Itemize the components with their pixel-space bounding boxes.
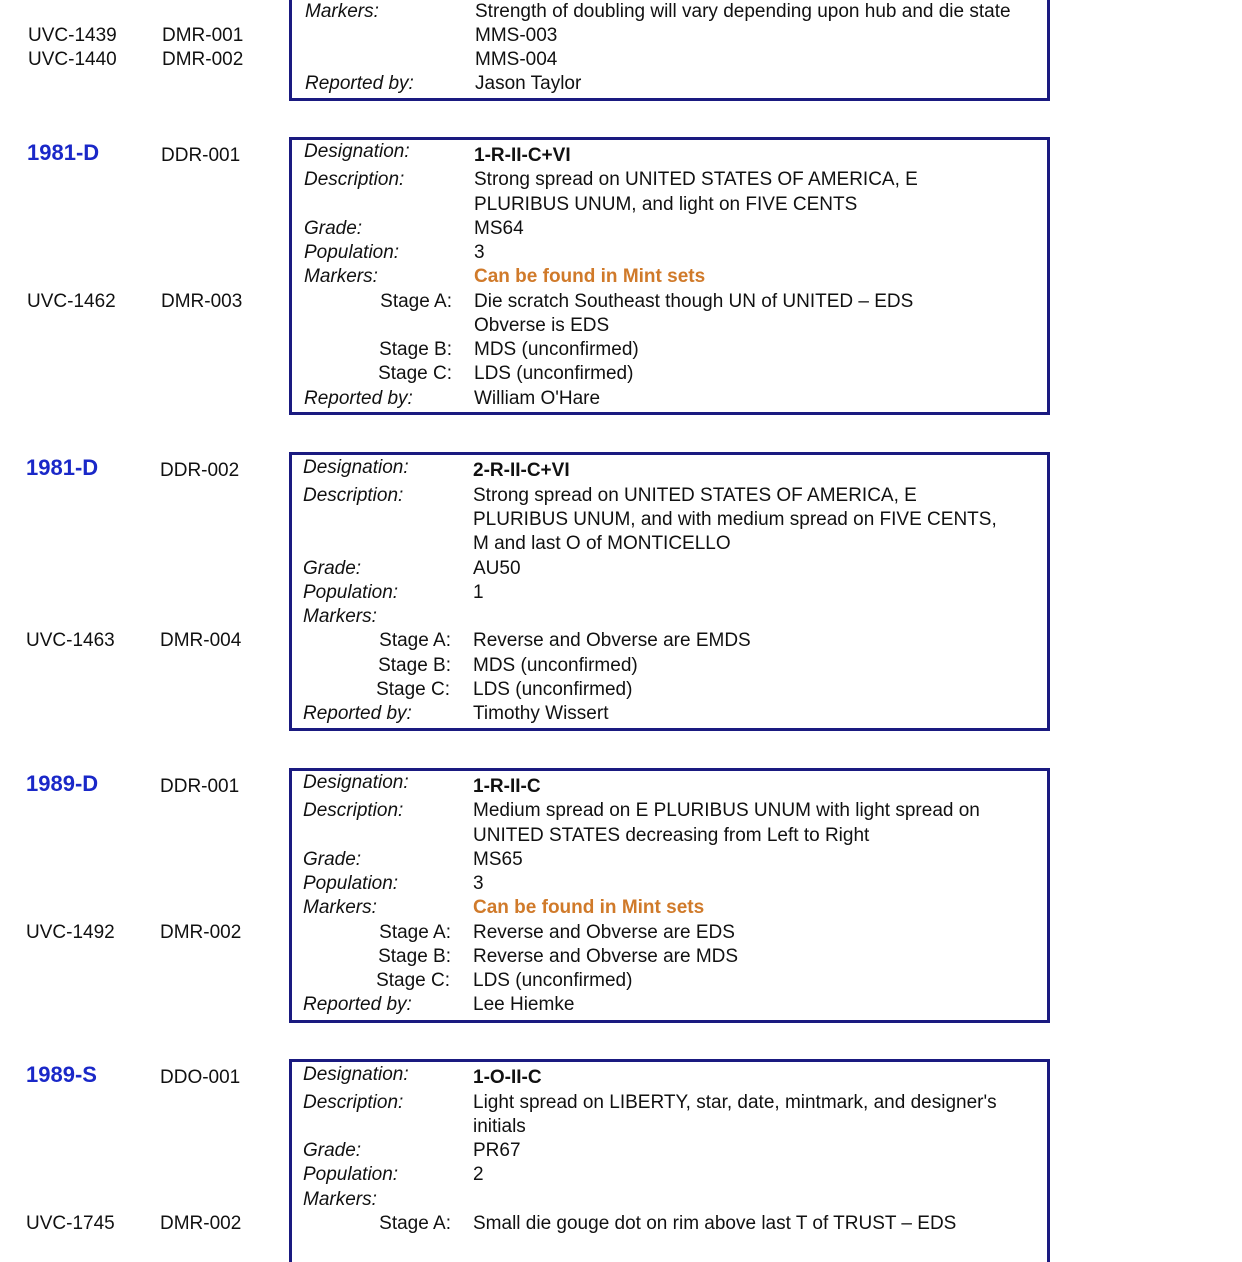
label-population: Population: <box>303 1164 399 1185</box>
dmr-number: DMR-002 <box>160 922 242 943</box>
stage-a-value: Small die gouge dot on rim above last T of TRUST – EDS <box>473 1213 957 1234</box>
label-grade: Grade: <box>303 558 362 579</box>
markers-note: Can be found in Mint sets <box>474 266 706 287</box>
grade-value: MS65 <box>473 849 523 870</box>
designation-value: 1-R-II-C+VI <box>474 145 571 166</box>
designation-value: 2-R-II-C+VI <box>473 460 570 481</box>
dmr-number: DMR-001 <box>162 25 244 46</box>
stage-a-value: Reverse and Obverse are EMDS <box>473 630 751 651</box>
label-designation: Designation: <box>303 457 409 478</box>
label-grade: Grade: <box>303 1140 362 1161</box>
entry-code: DDR-001 <box>160 776 240 797</box>
entry-code: DDR-002 <box>160 460 240 481</box>
stage-a-value: Die scratch Southeast though UN of UNITED – EDS <box>474 291 914 312</box>
label-stage-a: Stage A: <box>379 1213 451 1234</box>
grade-value: MS64 <box>474 218 524 239</box>
label-population: Population: <box>304 242 400 263</box>
entry-year: 1981-D <box>27 140 100 165</box>
dmr-number: DMR-003 <box>161 291 243 312</box>
label-grade: Grade: <box>304 218 363 239</box>
mms-number: MMS-004 <box>475 49 558 70</box>
uvc-number: UVC-1462 <box>27 291 116 312</box>
label-stage-c: Stage C: <box>376 679 450 700</box>
designation-value: 1-R-II-C <box>473 776 541 797</box>
label-population: Population: <box>303 582 399 603</box>
reported-by-value: William O'Hare <box>474 388 601 409</box>
entry-year: 1981-D <box>26 455 99 480</box>
markers-note: Can be found in Mint sets <box>473 897 705 918</box>
label-description: Description: <box>303 485 404 506</box>
label-stage-a: Stage A: <box>379 630 451 651</box>
dmr-number: DMR-002 <box>162 49 244 70</box>
label-description: Description: <box>303 1092 404 1113</box>
label-reported-by: Reported by: <box>305 73 414 94</box>
reported-by-value: Lee Hiemke <box>473 994 575 1015</box>
population-value: 3 <box>473 873 484 894</box>
label-description: Description: <box>304 169 405 190</box>
label-description: Description: <box>303 800 404 821</box>
uvc-number: UVC-1440 <box>28 49 117 70</box>
stage-a-value: Obverse is EDS <box>474 315 610 336</box>
dmr-number: DMR-004 <box>160 630 242 651</box>
uvc-number: UVC-1463 <box>26 630 115 651</box>
reported-by-value: Jason Taylor <box>475 73 582 94</box>
description-line: Light spread on LIBERTY, star, date, mintmark, and designer's <box>473 1092 997 1113</box>
label-stage-c: Stage C: <box>376 970 450 991</box>
stage-c-value: LDS (unconfirmed) <box>473 970 633 991</box>
stage-c-value: LDS (unconfirmed) <box>474 363 634 384</box>
description-line: M and last O of MONTICELLO <box>473 533 731 554</box>
label-reported-by: Reported by: <box>303 703 412 724</box>
label-population: Population: <box>303 873 399 894</box>
grade-value: AU50 <box>473 558 521 579</box>
entry-year: 1989-D <box>26 771 99 796</box>
label-stage-c: Stage C: <box>378 363 452 384</box>
uvc-number: UVC-1492 <box>26 922 115 943</box>
stage-b-value: MDS (unconfirmed) <box>474 339 639 360</box>
stage-a-value: Reverse and Obverse are EDS <box>473 922 735 943</box>
description-line: initials <box>473 1116 526 1137</box>
label-grade: Grade: <box>303 849 362 870</box>
grade-value: PR67 <box>473 1140 521 1161</box>
mms-number: MMS-003 <box>475 25 558 46</box>
designation-value: 1-O-II-C <box>473 1067 542 1088</box>
description-line: PLURIBUS UNUM, and light on FIVE CENTS <box>474 194 858 215</box>
label-reported-by: Reported by: <box>303 994 412 1015</box>
description-line: UNITED STATES decreasing from Left to Right <box>473 825 870 846</box>
population-value: 1 <box>473 582 484 603</box>
label-reported-by: Reported by: <box>304 388 413 409</box>
label-designation: Designation: <box>303 1064 409 1085</box>
uvc-number: UVC-1439 <box>28 25 117 46</box>
label-markers: Markers: <box>303 1189 377 1210</box>
description-line: Strong spread on UNITED STATES OF AMERICA, E <box>474 169 918 190</box>
dmr-number: DMR-002 <box>160 1213 242 1234</box>
entry-code: DDO-001 <box>160 1067 241 1088</box>
stage-c-value: LDS (unconfirmed) <box>473 679 633 700</box>
label-stage-b: Stage B: <box>378 655 451 676</box>
label-stage-a: Stage A: <box>380 291 452 312</box>
description-line: Medium spread on E PLURIBUS UNUM with light spread on <box>473 800 980 821</box>
label-markers: Markers: <box>303 606 377 627</box>
label-markers: Markers: <box>305 1 379 22</box>
population-value: 2 <box>473 1164 484 1185</box>
label-designation: Designation: <box>303 772 409 793</box>
entry-code: DDR-001 <box>161 145 241 166</box>
label-markers: Markers: <box>303 897 377 918</box>
label-stage-a: Stage A: <box>379 922 451 943</box>
population-value: 3 <box>474 242 485 263</box>
markers-text: Strength of doubling will vary depending upon hub and die state <box>475 1 1011 22</box>
stage-b-value: Reverse and Obverse are MDS <box>473 946 739 967</box>
label-stage-b: Stage B: <box>378 946 451 967</box>
entry-year: 1989-S <box>26 1062 97 1087</box>
uvc-number: UVC-1745 <box>26 1213 115 1234</box>
description-line: Strong spread on UNITED STATES OF AMERICA, E <box>473 485 917 506</box>
label-stage-b: Stage B: <box>379 339 452 360</box>
stage-b-value: MDS (unconfirmed) <box>473 655 638 676</box>
reported-by-value: Timothy Wissert <box>473 703 609 724</box>
label-designation: Designation: <box>304 141 410 162</box>
description-line: PLURIBUS UNUM, and with medium spread on FIVE CENTS, <box>473 509 997 530</box>
label-markers: Markers: <box>304 266 378 287</box>
